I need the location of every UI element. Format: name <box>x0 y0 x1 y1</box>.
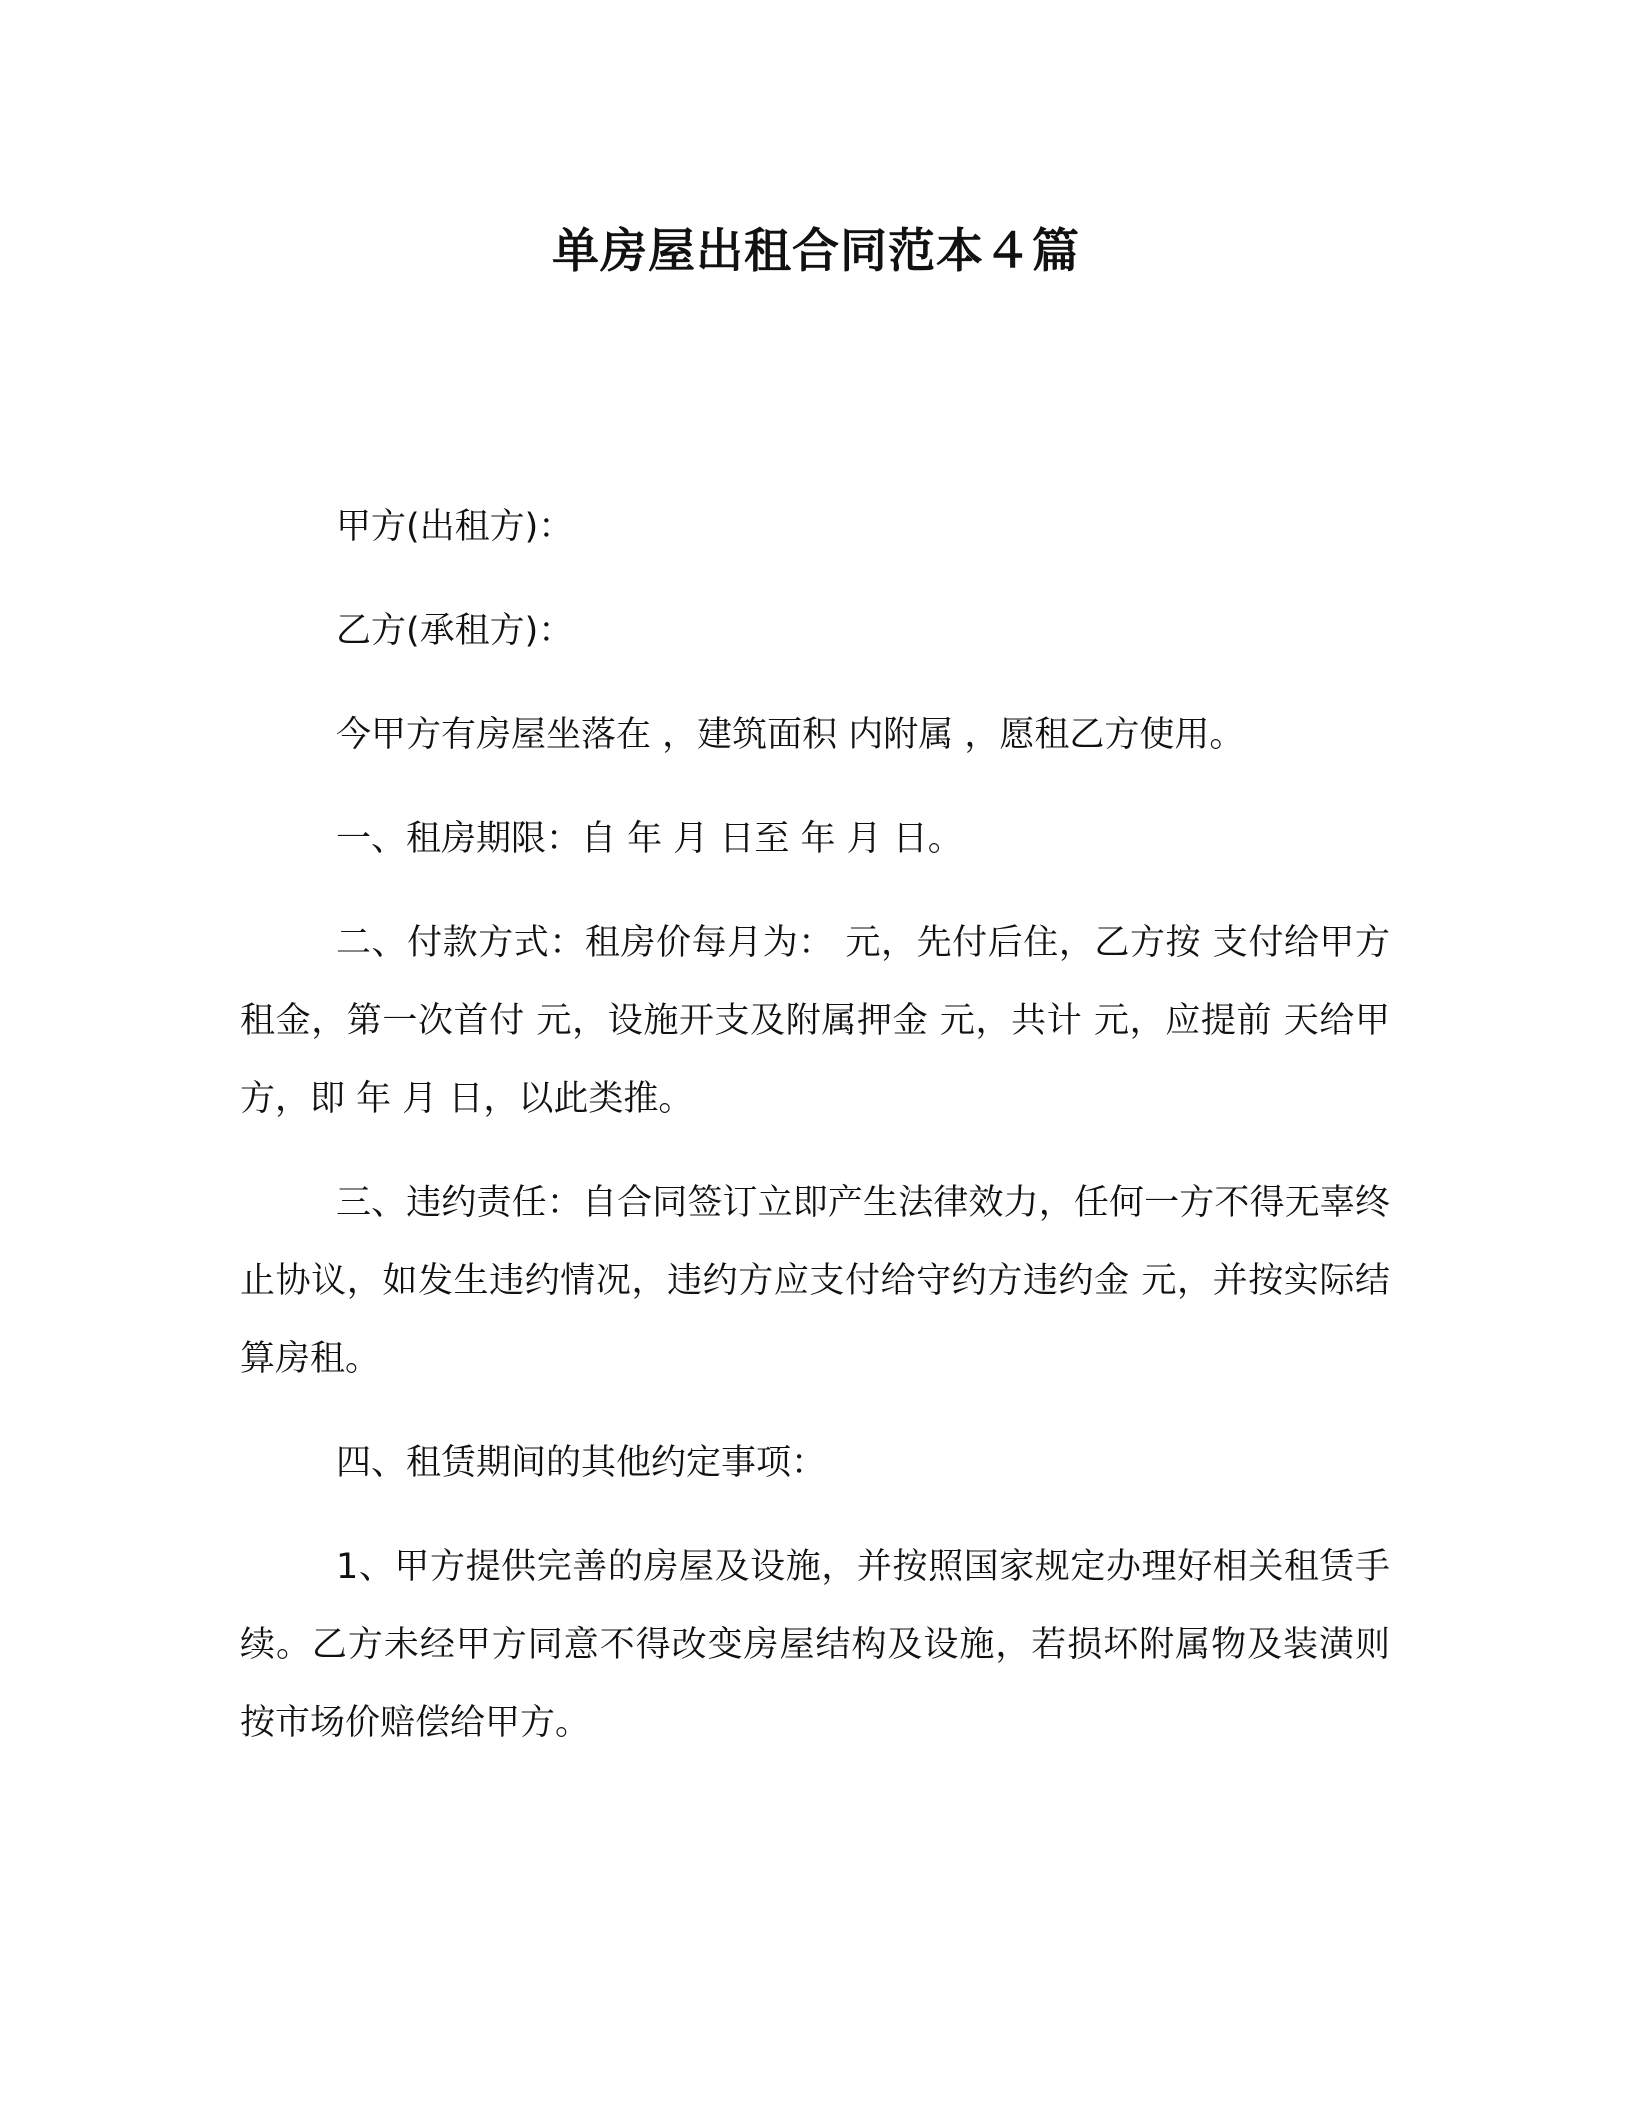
party-b-line: 乙方(承租方)： <box>336 611 574 651</box>
party-a-line: 甲方(出租方)： <box>336 507 574 547</box>
clause-other-heading: 四、租赁期间的其他约定事项： <box>336 1443 827 1483</box>
clause-breach: 三、违约责任：自合同签订立即产生法律效力，任何一方不得无辜终止协议，如发生违约情况，违约方应支付给守约方违约金 元，并按实际结算房租。 <box>240 1183 1390 1379</box>
document-body <box>240 488 1390 1788</box>
clause-other-item-1: 1、甲方提供完善的房屋及设施，并按照国家规定办理好相关租赁手续。乙方未经甲方同意不得改变房屋结构及设施，若损坏附属物及装潢则按市场价赔偿给甲方。 <box>240 1547 1390 1743</box>
clause-payment: 二、付款方式：租房价每月为： 元，先付后住，乙方按 支付给甲方租金，第一次首付 元，设施开支及附属押金 元，共计 元，应提前 天给甲方，即 年 月 日，以此类推。 <box>240 923 1390 1119</box>
intro-paragraph: 今甲方有房屋坐落在 ，建筑面积 内附属 ，愿租乙方使用。 <box>336 715 1245 755</box>
clause-lease-term: 一、租房期限：自 年 月 日至 年 月 日。 <box>336 819 963 859</box>
document-title: 单房屋出租合同范本４篇 <box>552 224 1080 279</box>
